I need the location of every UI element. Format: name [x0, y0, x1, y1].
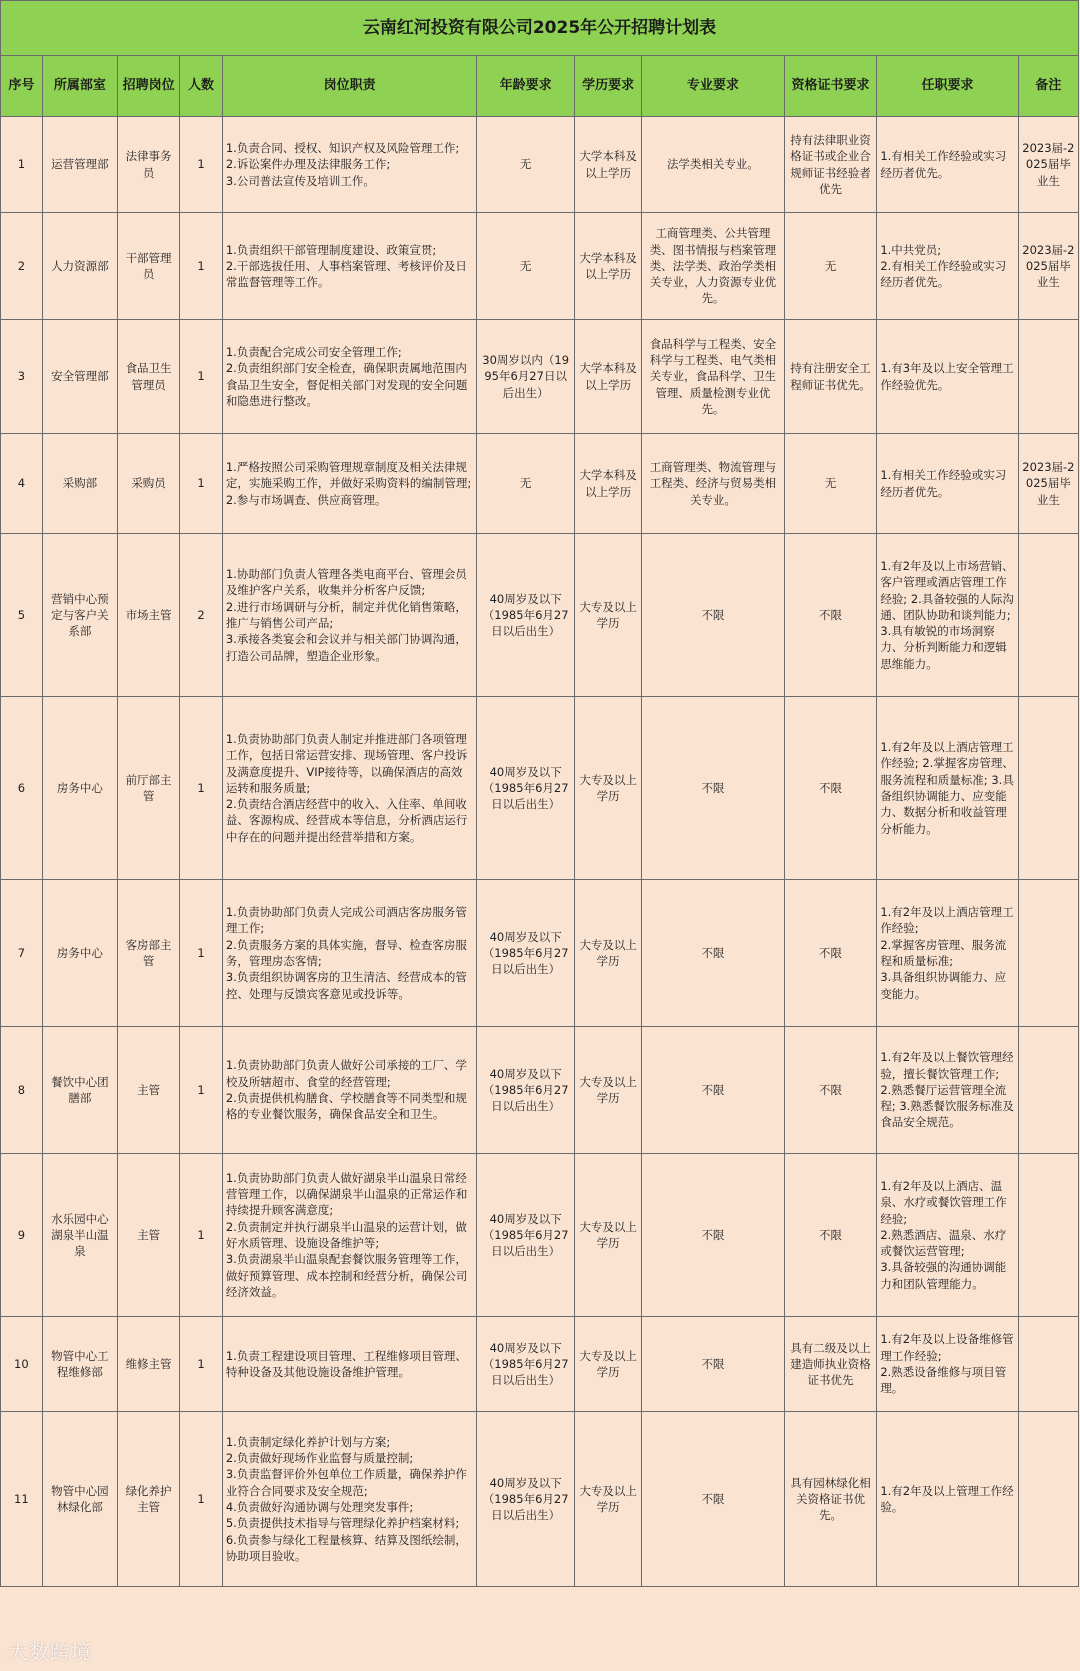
column-header: 招聘岗位	[118, 56, 180, 117]
table-row	[1, 117, 1079, 213]
education-requirement: 大专及以上学历	[575, 880, 642, 1027]
duties-line: 5.负责提供技术指导与管理绿化养护档案材料;	[225, 1516, 460, 1531]
job-requirements-line: 2.熟悉酒店、温泉、水疗或餐饮运营管理;	[880, 1227, 1007, 1259]
job-requirements-line: 1.有相关工作经验或实习经历者优先。	[880, 149, 1007, 180]
column-header: 任职要求	[877, 56, 1018, 117]
row-number: 6	[1, 697, 43, 880]
education-requirement: 大专及以上学历	[575, 1317, 642, 1412]
education-requirement: 大专及以上学历	[575, 1154, 642, 1317]
row-number: 3	[1, 320, 43, 434]
job-requirements-line: 2.熟悉设备维修与项目管理。	[880, 1365, 1007, 1396]
education-requirement: 大学本科及以上学历	[575, 213, 642, 320]
duties-line: 1.负责协助部门负责人制定并推进部门各项管理工作，包括日常运营安排、现场管理、客户投诉及满意度提升、VIP接待等，以确保酒店的高效运转和服务质量;	[225, 731, 468, 795]
row-number: 8	[1, 1027, 43, 1154]
job-requirements-line: 2.掌握客房管理、服务流程和质量标准;	[880, 937, 1007, 968]
job-requirements-line: 3.具备组织协调能力、应变能力。	[880, 970, 1007, 1001]
position: 主管	[118, 1027, 180, 1154]
position: 采购员	[118, 434, 180, 534]
column-header: 序号	[1, 56, 43, 117]
age-requirement: 无	[477, 434, 575, 534]
headcount: 1	[180, 1027, 223, 1154]
duties-line: 2.诉讼案件办理及法律服务工作;	[225, 157, 391, 172]
position: 前厅部主管	[118, 697, 180, 880]
table-row	[1, 1412, 1079, 1587]
major-requirement: 不限	[642, 534, 785, 697]
duties	[222, 1317, 476, 1412]
column-header: 学历要求	[575, 56, 642, 117]
department: 房务中心	[42, 697, 117, 880]
duties-line: 3.承接各类宴会和会议并与相关部门协调沟通，打造公司品牌，塑造企业形象。	[225, 632, 467, 663]
row-number: 10	[1, 1317, 43, 1412]
job-requirements	[877, 434, 1018, 534]
job-requirements	[877, 320, 1018, 434]
age-requirement: 30周岁以内（1995年6月27日以后出生）	[477, 320, 575, 434]
row-number: 7	[1, 880, 43, 1027]
education-requirement: 大学本科及以上学历	[575, 117, 642, 213]
job-requirements	[877, 117, 1018, 213]
position: 法律事务员	[118, 117, 180, 213]
education-requirement: 大专及以上学历	[575, 697, 642, 880]
headcount: 1	[180, 880, 223, 1027]
headcount: 1	[180, 117, 223, 213]
duties	[222, 1154, 476, 1317]
remarks	[1018, 320, 1078, 434]
position: 客房部主管	[118, 880, 180, 1027]
education-requirement: 大学本科及以上学历	[575, 434, 642, 534]
major-requirement: 不限	[642, 1154, 785, 1317]
certificate-requirement: 不限	[784, 880, 877, 1027]
job-requirements	[877, 1027, 1018, 1154]
column-header: 所属部室	[42, 56, 117, 117]
age-requirement: 40周岁及以下（1985年6月27日以后出生）	[477, 1412, 575, 1587]
headcount: 1	[180, 434, 223, 534]
headcount: 1	[180, 1412, 223, 1587]
duties-line: 2.进行市场调研与分析，制定并优化销售策略，推广与销售公司产品;	[225, 599, 467, 630]
duties-line: 6.负责参与绿化工程量核算、结算及图纸绘制，协助项目验收。	[225, 1532, 467, 1563]
duties-line: 3.负责组织协调客房的卫生清洁、经营成本的管控、处理与反馈宾客意见或投诉等。	[225, 970, 467, 1001]
column-header: 专业要求	[642, 56, 785, 117]
major-requirement: 工商管理类、公共管理类、图书情报与档案管理类、法学类、政治学类相关专业，人力资源专业优先。	[642, 213, 785, 320]
column-header: 人数	[180, 56, 223, 117]
job-requirements-line: 1.有2年及以上餐饮管理经验，擅长餐饮管理工作;	[880, 1050, 1014, 1081]
remarks: 2023届-2025届毕业生	[1018, 117, 1078, 213]
job-requirements-line: 1.有3年及以上安全管理工作经验优先。	[880, 361, 1014, 392]
table-body	[1, 117, 1079, 1587]
remarks	[1018, 1027, 1078, 1154]
duties-line: 1.负责配合完成公司安全管理工作;	[225, 344, 402, 359]
headcount: 1	[180, 320, 223, 434]
duties-line: 1.协助部门负责人管理各类电商平台、管理会员及维护客户关系，收集并分析客户反馈;	[225, 567, 467, 598]
headcount: 1	[180, 1154, 223, 1317]
department: 物管中心工程维修部	[42, 1317, 117, 1412]
duties-line: 1.负责协助部门负责人做好湖泉半山温泉日常经营管理工作，以确保湖泉半山温泉的正常运作和持续提升顾客满意度;	[225, 1170, 468, 1218]
education-requirement: 大专及以上学历	[575, 534, 642, 697]
department: 餐饮中心团膳部	[42, 1027, 117, 1154]
column-header: 岗位职责	[222, 56, 476, 117]
age-requirement: 40周岁及以下（1985年6月27日以后出生）	[477, 1027, 575, 1154]
certificate-requirement: 持有注册安全工程师证书优先。	[784, 320, 877, 434]
duties-line: 2.干部选拔任用、人事档案管理、考核评价及日常监督管理等工作。	[225, 258, 467, 290]
age-requirement: 无	[477, 117, 575, 213]
remarks	[1018, 1317, 1078, 1412]
duties	[222, 697, 476, 880]
position: 主管	[118, 1154, 180, 1317]
remarks	[1018, 534, 1078, 697]
duties-line: 2.负责做好现场作业监督与质量控制;	[225, 1451, 414, 1466]
job-requirements	[877, 697, 1018, 880]
table-row	[1, 320, 1079, 434]
header-row	[1, 56, 1079, 117]
job-requirements-line: 1.有相关工作经验或实习经历者优先。	[880, 468, 1007, 499]
job-requirements-line: 1.有2年及以上酒店管理工作经验; 2.掌握客房管理、服务流程和质量标准; 3.具备组织协调能力、应变能力、数据分析和收益管理分析能力。	[880, 740, 1014, 836]
duties-line: 1.负责合同、授权、知识产权及风险管理工作;	[225, 141, 460, 155]
education-requirement: 大专及以上学历	[575, 1027, 642, 1154]
duties-line: 3.公司普法宣传及培训工作。	[225, 173, 375, 188]
department: 采购部	[42, 434, 117, 534]
job-requirements	[877, 1154, 1018, 1317]
headcount: 2	[180, 534, 223, 697]
table-row	[1, 697, 1079, 880]
duties-line: 1.严格按照公司采购管理规章制度及相关法律规定，实施采购工作，并做好采购资料的编制管理;	[225, 460, 472, 491]
headcount: 1	[180, 1317, 223, 1412]
duties-line: 4.负责做好沟通协调与处理突发事件;	[225, 1500, 414, 1514]
certificate-requirement: 不限	[784, 1154, 877, 1317]
remarks	[1018, 880, 1078, 1027]
table-row	[1, 434, 1079, 534]
age-requirement: 40周岁及以下（1985年6月27日以后出生）	[477, 880, 575, 1027]
major-requirement: 食品科学与工程类、安全科学与工程类、电气类相关专业，食品科学、卫生管理、质量检测专业优先。	[642, 320, 785, 434]
department: 安全管理部	[42, 320, 117, 434]
duties	[222, 213, 476, 320]
remarks	[1018, 697, 1078, 880]
row-number: 9	[1, 1154, 43, 1317]
certificate-requirement: 持有法律职业资格证书或企业合规师证书经验者优先	[784, 117, 877, 213]
major-requirement: 不限	[642, 880, 785, 1027]
duties-line: 2.参与市场调查、供应商管理。	[225, 492, 387, 507]
certificate-requirement: 不限	[784, 1027, 877, 1154]
duties-line: 2.负责服务方案的具体实施，督导、检查客房服务，管理房态客情;	[225, 937, 467, 968]
column-header: 备注	[1018, 56, 1078, 117]
headcount: 1	[180, 697, 223, 880]
duties-line: 1.负责工程建设项目管理、工程维修项目管理、特种设备及其他设施设备维护管理。	[225, 1348, 467, 1379]
duties	[222, 1027, 476, 1154]
department: 水乐园中心湖泉半山温泉	[42, 1154, 117, 1317]
certificate-requirement: 无	[784, 213, 877, 320]
duties-line: 2.负责结合酒店经营中的收入、入住率、单间收益、客源构成、经营成本等信息，分析酒店运行中存在的问题并提出经营举措和方案。	[225, 797, 468, 844]
row-number: 2	[1, 213, 43, 320]
duties	[222, 434, 476, 534]
job-requirements-line: 2.有相关工作经验或实习经历者优先。	[880, 258, 1007, 290]
certificate-requirement: 具有园林绿化相关资格证书优先。	[784, 1412, 877, 1587]
page-title: 云南红河投资有限公司2025年公开招聘计划表	[1, 1, 1079, 56]
age-requirement: 40周岁及以下（1985年6月27日以后出生）	[477, 697, 575, 880]
duties-line: 2.负责制定并执行湖泉半山温泉的运营计划，做好水质管理、设施设备维护等;	[225, 1219, 467, 1250]
position: 市场主管	[118, 534, 180, 697]
job-requirements-line: 3.具备较强的沟通协调能力和团队管理能力。	[880, 1260, 1007, 1291]
job-requirements-line: 1.有2年及以上酒店、温泉、水疗或餐饮管理工作经验;	[880, 1178, 1007, 1226]
department: 人力资源部	[42, 213, 117, 320]
department: 运营管理部	[42, 117, 117, 213]
duties-line: 1.负责协助部门负责人完成公司酒店客房服务管理工作;	[225, 905, 467, 936]
age-requirement: 40周岁及以下（1985年6月27日以后出生）	[477, 534, 575, 697]
job-requirements-line: 1.有2年及以上管理工作经验。	[880, 1483, 1014, 1514]
duties	[222, 117, 476, 213]
table-row	[1, 880, 1079, 1027]
table-row	[1, 534, 1079, 697]
table-row	[1, 1317, 1079, 1412]
table-row	[1, 1154, 1079, 1317]
remarks: 2023届-2025届毕业生	[1018, 213, 1078, 320]
column-header: 年龄要求	[477, 56, 575, 117]
row-number: 1	[1, 117, 43, 213]
job-requirements	[877, 1412, 1018, 1587]
job-requirements-line: 1.有2年及以上酒店管理工作经验;	[880, 905, 1014, 936]
job-requirements	[877, 213, 1018, 320]
row-number: 5	[1, 534, 43, 697]
row-number: 11	[1, 1412, 43, 1587]
education-requirement: 大专及以上学历	[575, 1412, 642, 1587]
duties	[222, 320, 476, 434]
duties-line: 3.负责监督评价外包单位工作质量，确保养护作业符合合同要求及安全规范;	[225, 1467, 467, 1498]
age-requirement: 40周岁及以下（1985年6月27日以后出生）	[477, 1154, 575, 1317]
major-requirement: 不限	[642, 697, 785, 880]
duties-line: 2.负责组织部门安全检查，确保职责属地范围内食品卫生安全，督促相关部门对发现的安全问题和隐患进行整改。	[225, 361, 468, 408]
job-requirements	[877, 1317, 1018, 1412]
position: 绿化养护主管	[118, 1412, 180, 1587]
major-requirement: 不限	[642, 1412, 785, 1587]
department: 营销中心预定与客户关系部	[42, 534, 117, 697]
certificate-requirement: 无	[784, 434, 877, 534]
position: 维修主管	[118, 1317, 180, 1412]
remarks	[1018, 1154, 1078, 1317]
major-requirement: 不限	[642, 1317, 785, 1412]
duties-line: 1.负责制定绿化养护计划与方案;	[225, 1434, 391, 1449]
headcount: 1	[180, 213, 223, 320]
table-row	[1, 1027, 1079, 1154]
certificate-requirement: 具有二级及以上建造师执业资格证书优先	[784, 1317, 877, 1412]
job-requirements-line: 1.有2年及以上市场营销、客户管理或酒店管理工作经验; 2.具备较强的人际沟通、团队协助和谈判能力; 3.具有敏锐的市场洞察力、分析判断能力和逻辑思维能力。	[880, 558, 1014, 671]
row-number: 4	[1, 434, 43, 534]
age-requirement: 无	[477, 213, 575, 320]
job-requirements-line: 2.熟悉餐厅运营管理全流程; 3.熟悉餐饮服务标准及食品安全规范。	[880, 1082, 1014, 1130]
position: 干部管理员	[118, 213, 180, 320]
duties-line: 3.负责湖泉半山温泉配套餐饮服务管理等工作，做好预算管理、成本控制和经营分析，确保公司经济效益。	[225, 1252, 468, 1299]
age-requirement: 40周岁及以下（1985年6月27日以后出生）	[477, 1317, 575, 1412]
remarks: 2023届-2025届毕业生	[1018, 434, 1078, 534]
duties-line: 1.负责协助部门负责人做好公司承接的工厂、学校及所辖超市、食堂的经营管理;	[225, 1058, 467, 1089]
major-requirement: 不限	[642, 1027, 785, 1154]
certificate-requirement: 不限	[784, 534, 877, 697]
major-requirement: 工商管理类、物流管理与工程类、经济与贸易类相关专业。	[642, 434, 785, 534]
education-requirement: 大学本科及以上学历	[575, 320, 642, 434]
position: 食品卫生管理员	[118, 320, 180, 434]
job-requirements-line: 1.有2年及以上设备维修管理工作经验;	[880, 1332, 1014, 1363]
major-requirement: 法学类相关专业。	[642, 117, 785, 213]
certificate-requirement: 不限	[784, 697, 877, 880]
watermark: 大数跨境	[8, 1640, 92, 1664]
duties	[222, 534, 476, 697]
department: 房务中心	[42, 880, 117, 1027]
duties	[222, 1412, 476, 1587]
table-row	[1, 213, 1079, 320]
job-requirements-line: 1.中共党员;	[880, 242, 942, 257]
column-header: 资格证书要求	[784, 56, 877, 117]
job-requirements	[877, 534, 1018, 697]
job-requirements	[877, 880, 1018, 1027]
remarks	[1018, 1412, 1078, 1587]
department: 物管中心园林绿化部	[42, 1412, 117, 1587]
duties	[222, 880, 476, 1027]
duties-line: 2.负责提供机构膳食、学校膳食等不同类型和规格的专业餐饮服务，确保食品安全和卫生。	[225, 1091, 467, 1122]
duties-line: 1.负责组织干部管理制度建设、政策宣贯;	[225, 242, 437, 257]
